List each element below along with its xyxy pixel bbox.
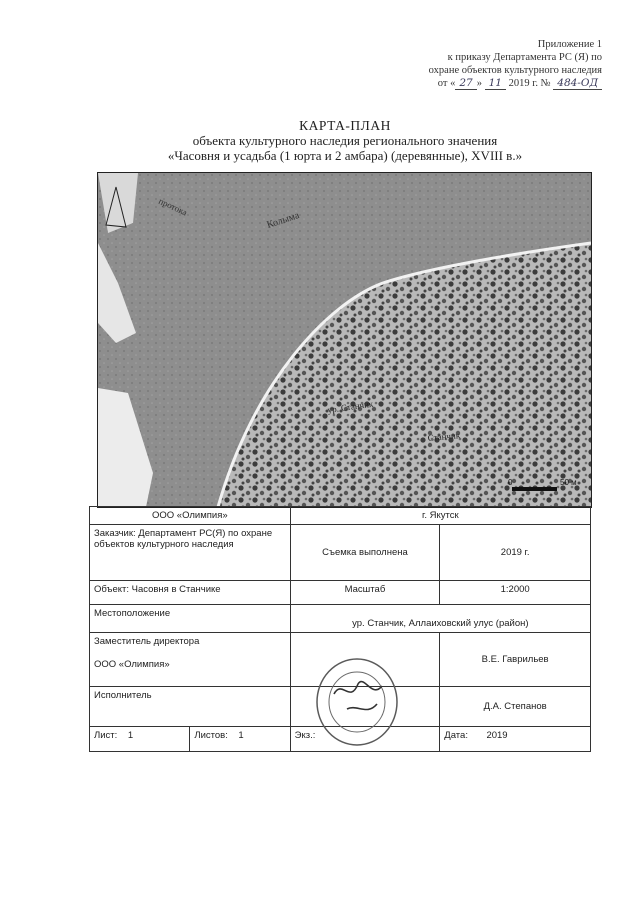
location-label-cell: Местоположение xyxy=(90,605,291,633)
sheets-box xyxy=(190,727,289,751)
appendix-line3: охране объектов культурного наследия xyxy=(428,65,602,76)
date-year: 2019 г. № xyxy=(508,78,551,89)
scale-zero: 0 xyxy=(508,478,513,487)
appendix-date-line xyxy=(392,77,602,90)
appendix-block xyxy=(392,38,602,90)
sheets-split xyxy=(90,727,290,751)
executor-label-cell: Исполнитель xyxy=(90,687,291,727)
appendix-line2: к приказу Департамента РС (Я) по xyxy=(447,52,602,63)
survey-year-cell: 2019 г. xyxy=(440,525,591,581)
seal-stamp-icon xyxy=(312,654,402,754)
row-company xyxy=(90,507,591,525)
sheet-box xyxy=(90,727,190,751)
copy-cell: Экз.: xyxy=(290,727,440,752)
order-number: 484-ОД xyxy=(553,77,602,90)
scale-label: 50 м xyxy=(560,478,577,487)
label-river: Колыма xyxy=(265,210,301,231)
label-place: ур. Станчик xyxy=(326,398,374,415)
deputy-cell xyxy=(90,633,291,687)
signature-icon xyxy=(334,682,382,710)
document-title xyxy=(100,118,590,163)
sheet-label: Лист: xyxy=(94,730,118,741)
row-customer xyxy=(90,525,591,581)
executor-name-cell: Д.А. Степанов xyxy=(440,687,591,727)
customer-cell: Заказчик: Департамент РС(Я) по охране объектов культурного наследия xyxy=(90,525,291,581)
scale-bar xyxy=(512,487,557,491)
scale-value-cell: 1:2000 xyxy=(440,581,591,605)
label-channel: протока xyxy=(157,195,189,218)
row-location xyxy=(90,605,591,633)
date-label: Дата: xyxy=(444,730,468,741)
row-object xyxy=(90,581,591,605)
deputy-org: ООО «Олимпия» xyxy=(94,659,170,670)
label-lake: Станчик xyxy=(427,430,461,443)
title-line2: объекта культурного наследия регионального значения xyxy=(192,133,498,148)
date-prefix: от « xyxy=(437,78,456,89)
date-value: 2019 xyxy=(486,730,508,741)
survey-label-cell: Съемка выполнена xyxy=(290,525,440,581)
deputy-label: Заместитель директора xyxy=(94,636,200,647)
sheet-value: 1 xyxy=(127,730,134,741)
scale-label-cell: Масштаб xyxy=(290,581,440,605)
sheets-label: Листов: xyxy=(194,730,228,741)
appendix-line1: Приложение 1 xyxy=(537,39,602,50)
title-main: КАРТА-ПЛАН xyxy=(299,118,391,133)
date-mid: » xyxy=(476,78,482,89)
sheets-cell xyxy=(90,727,291,752)
date-cell xyxy=(440,727,591,752)
company-cell: ООО «Олимпия» xyxy=(90,507,291,525)
deputy-name-cell: В.Е. Гаврильев xyxy=(440,633,591,687)
date-day: 27 xyxy=(455,77,476,90)
object-cell: Объект: Часовня в Станчике xyxy=(90,581,291,605)
sheets-value: 1 xyxy=(238,730,244,741)
satellite-map xyxy=(97,172,592,508)
title-line3: «Часовня и усадьба (1 юрта и 2 амбара) (деревянные), XVIII в.» xyxy=(167,148,523,163)
location-value-cell: ур. Станчик, Аллаиховский улус (район) xyxy=(290,605,590,633)
city-cell: г. Якутск xyxy=(290,507,590,525)
date-month: 11 xyxy=(485,77,506,90)
